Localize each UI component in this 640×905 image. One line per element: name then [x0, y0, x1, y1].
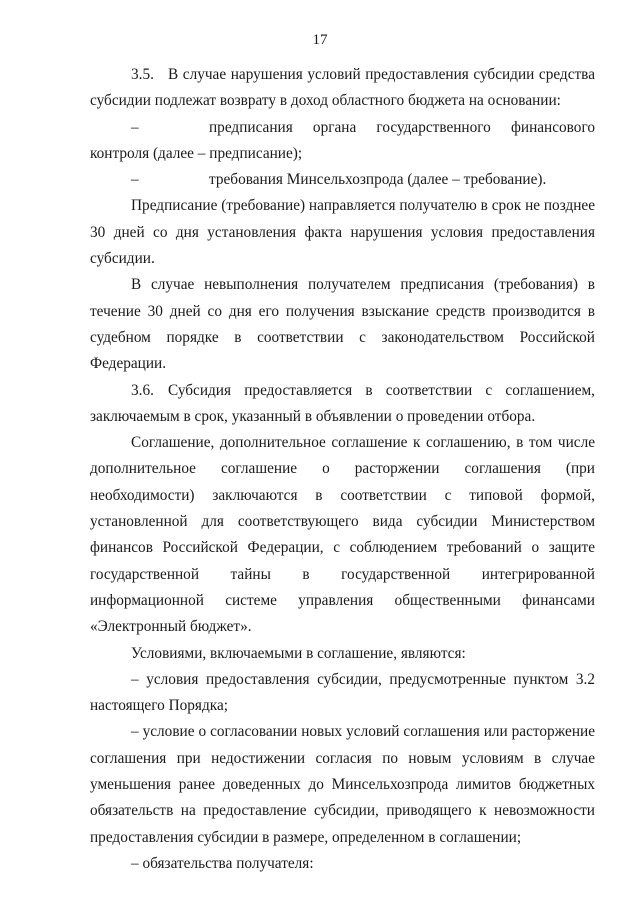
paragraph-prescription-deadline: Предписание (требование) направляется получателю в срок не позднее 30 дней со дня установления факта нарушения условия предоставления субсидии. [90, 197, 596, 268]
list-item-conditions: – условия предоставления субсидии, предусмотренные пунктом 3.2 настоящего Порядка; [90, 670, 595, 715]
paragraph-text: требования Минсельхозпрода (далее – требование). [209, 171, 547, 189]
page-number: 17 [312, 32, 328, 48]
paragraph-non-fulfillment: В случае невыполнения получателем предписания (требования) в течение 30 дней со дня его получения взыскание средств производится в судебном порядке в соответствии с законодательством Российской Федерации. [90, 276, 595, 373]
paragraph-text: предписания органа государственного финансового контроля (далее – предписание); [90, 118, 595, 162]
paragraph-agreement-conditions-intro: Условиями, включаемыми в соглашение, являются: [131, 644, 466, 662]
list-item-new-conditions: – условие о согласовании новых условий соглашения или расторжение соглашения при недостижении согласия по новым условиям в случае уменьшения ранее доведенных до Минсельхозпрода лимитов бюджетных обязательств на предоставление субсидии, приводящего к невозможности предоставления субсидии в размере, определенном в соглашении; [90, 723, 595, 846]
list-item-obligations: – обязательства получателя: [131, 854, 314, 872]
paragraph-3-5 [90, 62, 595, 115]
list-dash: – [131, 171, 139, 189]
clause-number: 3.6. [131, 381, 154, 399]
paragraph-prescription [90, 115, 595, 168]
paragraph-agreement-form: Соглашение, дополнительное соглашение к соглашению, в том числе дополнительное соглашение о расторжении соглашения (при необходимости) заключаются в соответствии с типовой формой, установленной для соответствующего вида субсидии Министерством финансов Российской Федерации, с соблюдением требований о защите государственной тайны в государственной интегрированной информационной системе управления общественными финансами «Электронный бюджет». [90, 434, 595, 636]
paragraph-text: Субсидия предоставляется в соответствии с соглашением, заключаемым в срок, указанный в объявлении о проведении отбора. [90, 381, 595, 425]
clause-number: 3.5. [131, 66, 154, 83]
list-dash: – [131, 118, 139, 136]
paragraph-text: В случае нарушения условий предоставления субсидии средства субсидии подлежат возврату в доход областного бюджета на основании: [90, 66, 595, 110]
paragraph-requirement [90, 167, 595, 193]
paragraph-3-6 [90, 378, 595, 431]
document-body [90, 62, 595, 877]
